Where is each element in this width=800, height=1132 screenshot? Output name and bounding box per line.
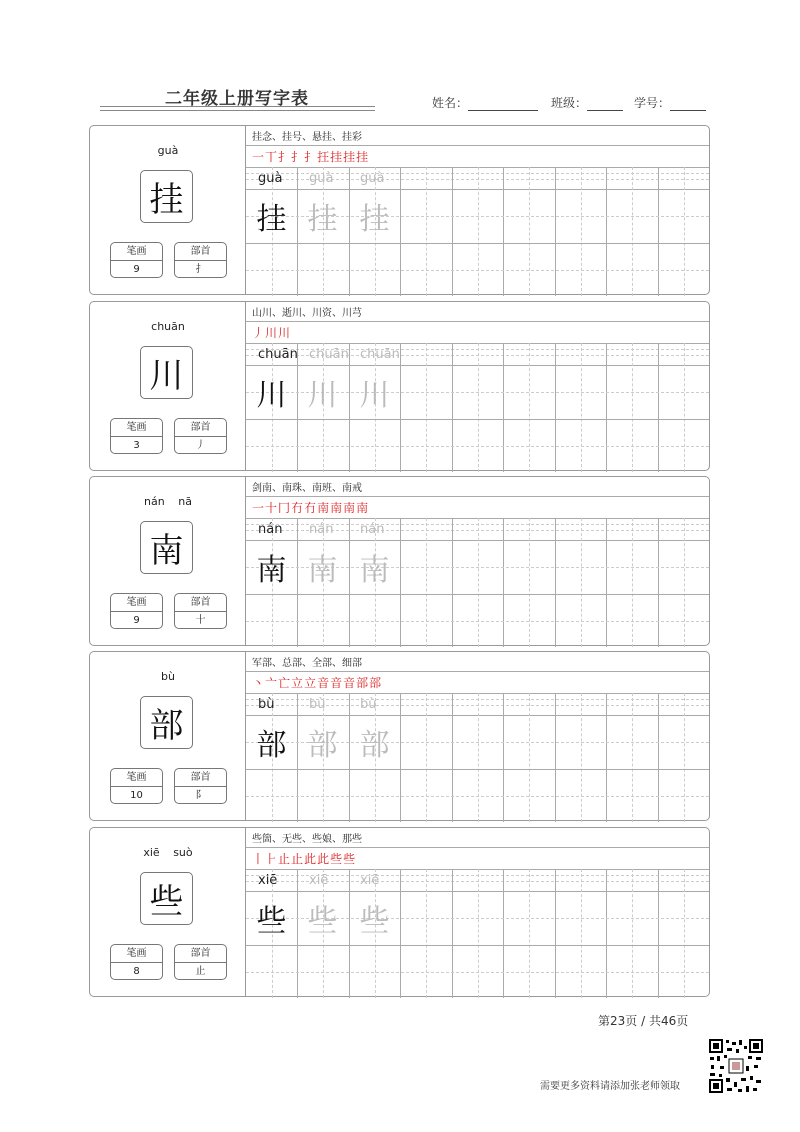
stroke-step: 冇 (291, 501, 305, 515)
stroke-count-box (110, 944, 163, 980)
stroke-step: 挂 (330, 150, 344, 164)
stroke-step: 抂 (317, 150, 331, 164)
stroke-step: 冇 (304, 501, 318, 515)
stroke-step: 冂 (278, 501, 292, 515)
grid-column-line (400, 343, 401, 365)
grid-column-line (297, 518, 298, 540)
grid-column-line (658, 167, 659, 189)
practice-pinyin: guà (258, 171, 283, 186)
trace-pinyin: guà (360, 171, 385, 186)
name-field[interactable] (432, 94, 538, 111)
stroke-step: 扌 (304, 150, 318, 164)
practice-area (246, 302, 709, 470)
grid-center-line (581, 693, 582, 822)
row-divider (246, 321, 709, 322)
row-divider (246, 594, 709, 595)
title-underline (100, 106, 375, 107)
trace-character: 挂 (359, 202, 390, 237)
grid-column-line (400, 518, 401, 540)
grid-column-line (452, 343, 453, 365)
grid-center-line (632, 518, 633, 647)
grid-column-line (297, 167, 298, 189)
char-pinyin: nán nā (144, 495, 192, 508)
stroke-count-box (110, 593, 163, 629)
number-blank[interactable] (670, 98, 706, 111)
practice-area (246, 652, 709, 820)
grid-column-line (503, 693, 504, 715)
grid-center-line (478, 518, 479, 647)
stroke-step: ⺊ (265, 852, 279, 866)
row-divider (246, 671, 709, 672)
stroke-count-value: 9 (133, 615, 140, 626)
stroke-count-label: 笔画 (111, 769, 162, 787)
trace-character: 川 (307, 378, 338, 413)
grid-column-line (349, 518, 350, 540)
practice-area (246, 828, 709, 996)
practice-character: 部 (256, 728, 287, 763)
practice-character: 挂 (256, 202, 287, 237)
grid-center-line (426, 518, 427, 647)
title-underline-2 (100, 110, 375, 111)
grid-center-line (632, 167, 633, 296)
radical-value: 扌 (195, 264, 206, 275)
grid-center-line (581, 343, 582, 472)
grid-column-line (658, 869, 659, 891)
stroke-count-box (110, 418, 163, 454)
practice-character: 些 (256, 904, 287, 939)
class-label: 班级： (551, 96, 588, 110)
trace-pinyin: nán (309, 522, 334, 537)
stroke-step: 立 (304, 676, 318, 690)
char-pinyin: xiē suò (143, 846, 193, 859)
char-display: 部 (140, 696, 193, 749)
grid-center-line (426, 693, 427, 822)
grid-center-line (478, 869, 479, 998)
grid-column-line (503, 518, 504, 540)
stroke-order-row (252, 674, 382, 691)
practice-pinyin: chuān (258, 347, 298, 362)
grid-column-line (452, 693, 453, 715)
grid-center-line (684, 518, 685, 647)
grid-mid-line (246, 270, 709, 271)
stroke-count-label: 笔画 (111, 945, 162, 963)
char-info-panel (90, 477, 246, 645)
trace-pinyin: bù (309, 697, 326, 712)
row-divider (246, 145, 709, 146)
grid-center-line (478, 693, 479, 822)
stroke-count-label: 笔画 (111, 419, 162, 437)
stroke-step: 些 (330, 852, 344, 866)
number-label: 学号： (634, 96, 671, 110)
stroke-step: 丿 (252, 326, 266, 340)
stroke-count-value: 10 (130, 790, 143, 801)
grid-column-line (606, 518, 607, 540)
practice-pinyin: nán (258, 522, 283, 537)
class-blank[interactable] (587, 98, 623, 111)
char-display: 南 (140, 521, 193, 574)
grid-center-line (478, 167, 479, 296)
stroke-step: 音 (343, 676, 357, 690)
grid-center-line (684, 869, 685, 998)
stroke-step: 音 (317, 676, 331, 690)
trace-character: 南 (359, 553, 390, 588)
trace-pinyin: bù (360, 697, 377, 712)
char-display: 挂 (140, 170, 193, 223)
char-info-panel (90, 302, 246, 470)
stroke-step: 川 (278, 326, 292, 340)
char-card (89, 125, 710, 295)
radical-label: 部首 (175, 419, 226, 437)
grid-center-line (426, 343, 427, 472)
stroke-step: 扌 (278, 150, 292, 164)
stroke-step: 止 (291, 852, 305, 866)
stroke-order-row (252, 850, 356, 867)
row-divider (246, 243, 709, 244)
char-card (89, 651, 710, 821)
trace-character: 川 (359, 378, 390, 413)
trace-pinyin: nán (360, 522, 385, 537)
example-words: 山川、逝川、川资、川芎 (252, 308, 362, 319)
grid-column-line (555, 869, 556, 891)
grid-center-line (684, 167, 685, 296)
stroke-step: 部 (369, 676, 383, 690)
stroke-count-label: 笔画 (111, 594, 162, 612)
grid-column-line (400, 693, 401, 715)
radical-box (174, 418, 227, 454)
grid-column-line (297, 693, 298, 715)
grid-column-line (400, 167, 401, 189)
stroke-count-box (110, 242, 163, 278)
grid-center-line (426, 167, 427, 296)
char-info-panel (90, 126, 246, 294)
trace-character: 挂 (307, 202, 338, 237)
stroke-count-value: 9 (133, 264, 140, 275)
grid-column-line (452, 869, 453, 891)
stroke-step: 部 (356, 676, 370, 690)
stroke-step: 亠 (265, 676, 279, 690)
grid-column-line (349, 343, 350, 365)
stroke-count-value: 3 (133, 440, 140, 451)
radical-label: 部首 (175, 945, 226, 963)
grid-mid-line (246, 972, 709, 973)
grid-center-line (684, 693, 685, 822)
stroke-step: 挂 (343, 150, 357, 164)
radical-box (174, 593, 227, 629)
stroke-step: 南 (343, 501, 357, 515)
grid-center-line (581, 869, 582, 998)
char-card (89, 827, 710, 997)
char-card (89, 301, 710, 471)
stroke-step: 川 (265, 326, 279, 340)
grid-mid-line (246, 796, 709, 797)
grid-column-line (606, 869, 607, 891)
grid-column-line (297, 869, 298, 891)
trace-pinyin: xiē (360, 873, 380, 888)
grid-column-line (349, 693, 350, 715)
stroke-order-row (252, 324, 291, 341)
row-divider (246, 769, 709, 770)
example-words: 剑南、南珠、南班、南戒 (252, 483, 362, 494)
qr-code-icon (708, 1038, 764, 1094)
char-display: 些 (140, 872, 193, 925)
stroke-order-row (252, 499, 369, 516)
grid-center-line (684, 343, 685, 472)
radical-value: 十 (195, 615, 206, 626)
grid-center-line (632, 693, 633, 822)
char-pinyin: chuān (151, 320, 185, 333)
stroke-step: 南 (356, 501, 370, 515)
stroke-step: 亡 (278, 676, 292, 690)
grid-column-line (606, 693, 607, 715)
grid-center-line (478, 343, 479, 472)
stroke-step: 丅 (265, 150, 279, 164)
radical-value: 丿 (195, 440, 206, 451)
practice-area (246, 477, 709, 645)
grid-column-line (555, 343, 556, 365)
radical-box (174, 944, 227, 980)
number-field[interactable] (634, 94, 706, 111)
radical-box (174, 768, 227, 804)
example-words: 挂念、挂号、悬挂、挂彩 (252, 132, 362, 143)
grid-column-line (606, 167, 607, 189)
class-field[interactable] (551, 94, 623, 111)
char-pinyin: guà (157, 144, 179, 157)
stroke-count-box (110, 768, 163, 804)
trace-pinyin: xiē (309, 873, 329, 888)
stroke-order-row (252, 148, 369, 165)
radical-label: 部首 (175, 594, 226, 612)
practice-pinyin: bù (258, 697, 275, 712)
stroke-step: 止 (278, 852, 292, 866)
example-words: 军部、总部、全部、细部 (252, 658, 362, 669)
grid-column-line (658, 343, 659, 365)
radical-label: 部首 (175, 769, 226, 787)
name-label: 姓名： (432, 96, 469, 110)
char-display: 川 (140, 346, 193, 399)
stroke-step: 些 (343, 852, 357, 866)
row-divider (246, 419, 709, 420)
stroke-step: 此 (304, 852, 318, 866)
radical-box (174, 242, 227, 278)
grid-center-line (632, 343, 633, 472)
char-card (89, 476, 710, 646)
name-blank[interactable] (468, 98, 538, 111)
stroke-step: 立 (291, 676, 305, 690)
grid-center-line (529, 518, 530, 647)
stroke-step: 挂 (356, 150, 370, 164)
grid-center-line (529, 869, 530, 998)
trace-character: 南 (307, 553, 338, 588)
stroke-count-value: 8 (133, 966, 140, 977)
grid-center-line (581, 167, 582, 296)
char-info-panel (90, 652, 246, 820)
grid-column-line (503, 167, 504, 189)
grid-center-line (426, 869, 427, 998)
stroke-step: 扌 (291, 150, 305, 164)
stroke-step: 十 (265, 501, 279, 515)
grid-center-line (529, 167, 530, 296)
example-words: 些箇、无些、些娘、那些 (252, 834, 362, 845)
grid-column-line (503, 343, 504, 365)
stroke-step: 丶 (252, 676, 266, 690)
char-pinyin: bù (161, 670, 175, 683)
radical-label: 部首 (175, 243, 226, 261)
stroke-count-label: 笔画 (111, 243, 162, 261)
page-title: 二年级上册写字表 (165, 89, 309, 109)
trace-pinyin: guà (309, 171, 334, 186)
grid-mid-line (246, 446, 709, 447)
stroke-step: 一 (252, 501, 266, 515)
trace-character: 部 (359, 728, 390, 763)
practice-character: 南 (256, 553, 287, 588)
grid-column-line (400, 869, 401, 891)
radical-value: 止 (195, 966, 206, 977)
stroke-step: 丨 (252, 852, 266, 866)
grid-center-line (581, 518, 582, 647)
grid-center-line (632, 869, 633, 998)
trace-character: 些 (307, 904, 338, 939)
grid-center-line (529, 693, 530, 822)
radical-value: 阝 (195, 790, 206, 801)
trace-pinyin: chuān (360, 347, 400, 362)
trace-character: 部 (307, 728, 338, 763)
trace-pinyin: chuān (309, 347, 349, 362)
stroke-step: 音 (330, 676, 344, 690)
stroke-step: 一 (252, 150, 266, 164)
practice-character: 川 (256, 378, 287, 413)
grid-column-line (555, 518, 556, 540)
grid-column-line (349, 869, 350, 891)
trace-character: 些 (359, 904, 390, 939)
char-info-panel (90, 828, 246, 996)
stroke-step: 南 (330, 501, 344, 515)
practice-area (246, 126, 709, 294)
grid-column-line (658, 518, 659, 540)
grid-column-line (452, 167, 453, 189)
grid-column-line (555, 167, 556, 189)
grid-mid-line (246, 621, 709, 622)
grid-column-line (606, 343, 607, 365)
contact-note: 需要更多资料请添加张老师领取 (540, 1081, 680, 1092)
grid-column-line (349, 167, 350, 189)
page-number: 第23页 / 共46页 (598, 1014, 689, 1028)
row-divider (246, 496, 709, 497)
grid-column-line (503, 869, 504, 891)
stroke-step: 此 (317, 852, 331, 866)
stroke-step: 南 (317, 501, 331, 515)
grid-column-line (452, 518, 453, 540)
row-divider (246, 945, 709, 946)
row-divider (246, 847, 709, 848)
grid-center-line (529, 343, 530, 472)
practice-pinyin: xiē (258, 873, 278, 888)
grid-column-line (555, 693, 556, 715)
grid-column-line (658, 693, 659, 715)
